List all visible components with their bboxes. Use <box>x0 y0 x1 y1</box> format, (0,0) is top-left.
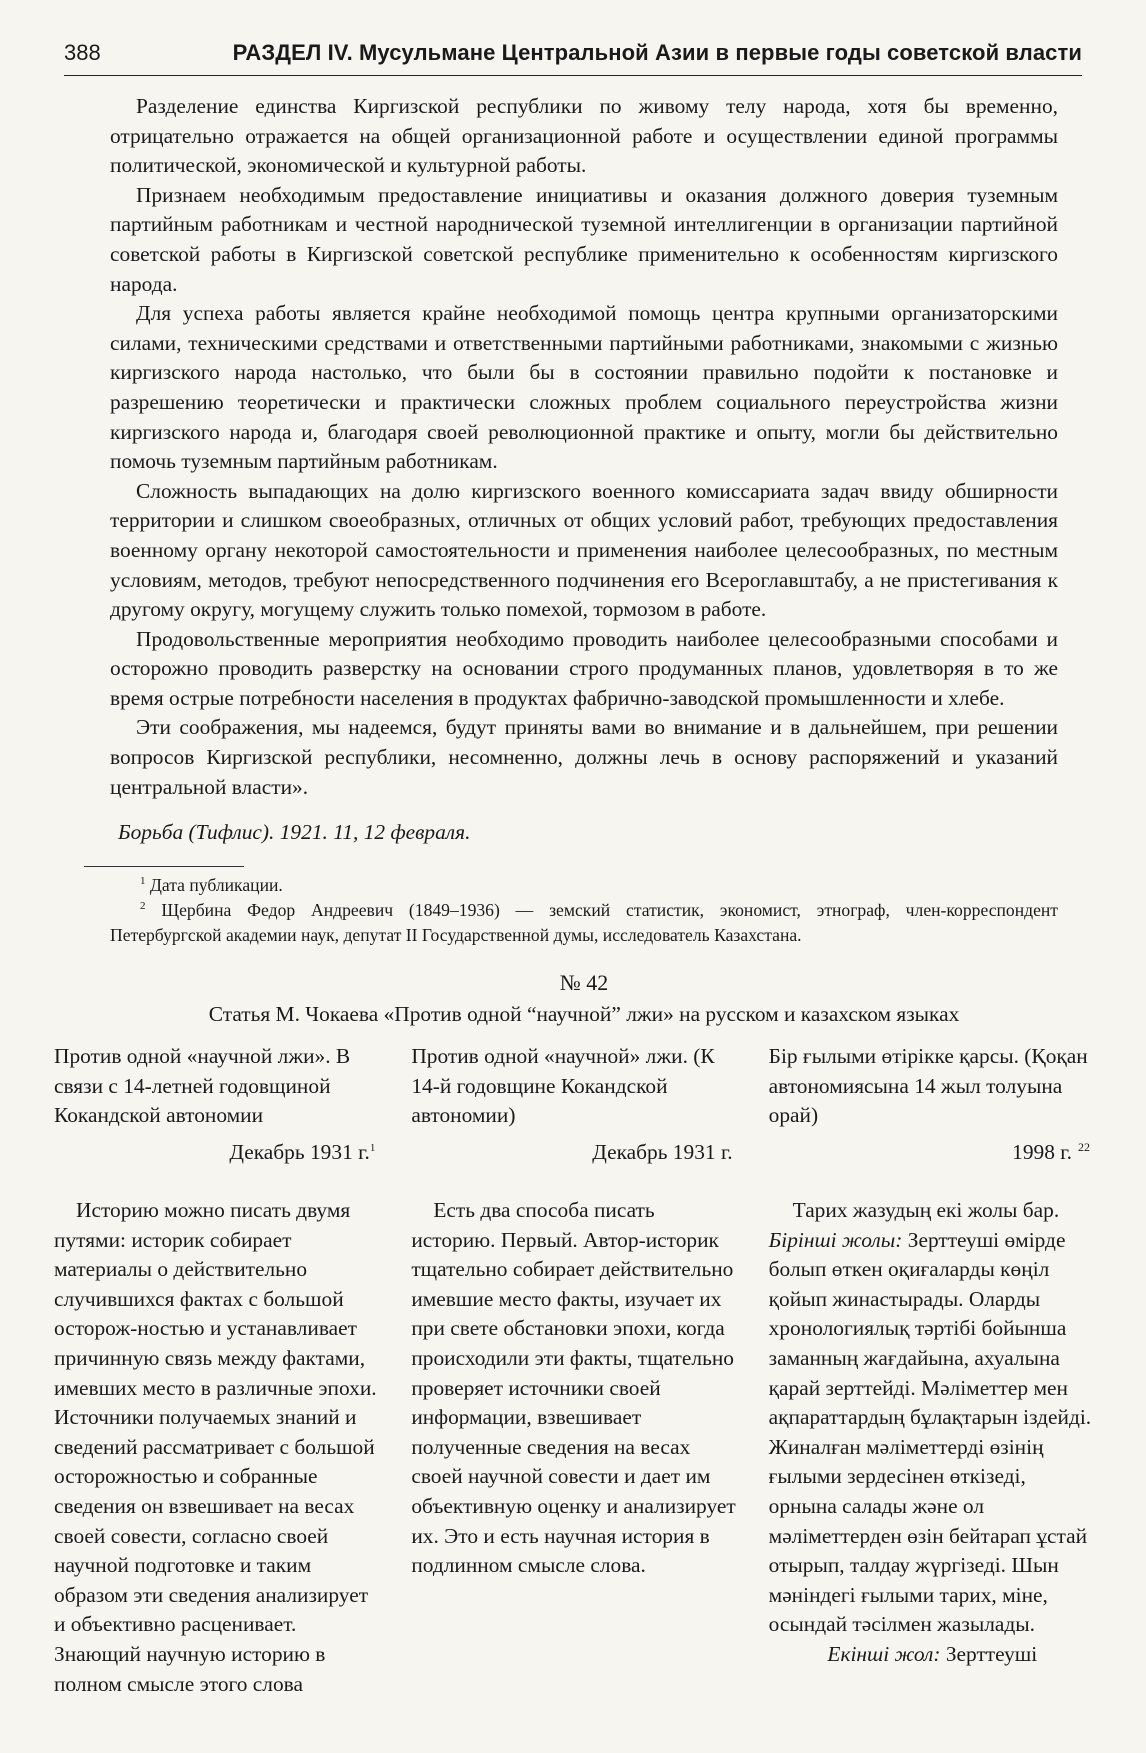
footnote-mark: 1 <box>140 874 146 887</box>
footnote-mark: 1 <box>369 1142 376 1155</box>
column-date <box>229 1138 375 1168</box>
column-russian-translation <box>411 1042 738 1699</box>
footnote <box>110 873 1058 898</box>
column-text <box>769 1196 1096 1670</box>
running-header <box>64 40 1082 74</box>
footnote <box>110 898 1058 948</box>
column-text-italic: Бірінші жолы: <box>768 1227 903 1252</box>
footnote-text: Дата публикации. <box>149 874 283 895</box>
column-text-part: Зерттеуші <box>945 1641 1038 1666</box>
column-date: Декабрь 1931 г. <box>592 1140 733 1165</box>
source-citation: Борьба (Тифлис). 1921. 11, 12 февраля. <box>118 820 471 845</box>
column-text-italic: Екінші жол: <box>827 1641 941 1666</box>
column-kazakh-1998 <box>769 1042 1096 1699</box>
main-text <box>110 92 1058 1027</box>
column-date-text: 1998 г. <box>1012 1140 1072 1165</box>
paragraph: Эти соображения, мы надеемся, будут приняты вами во внимание и в дальнейшем, при решении вопросов Киргизской республики, несомненно, должны лечь в основу распоряжений и указаний центральной власти». <box>110 715 1058 799</box>
three-column-section <box>54 1042 1096 1699</box>
document-title: Статья М. Чокаева «Против одной “научной” лжи» на русском и казахском языках <box>208 1001 960 1026</box>
document-number: № 42 <box>559 969 609 995</box>
paragraph: Признаем необходимым предоставление инициативы и оказания должного доверия туземным партийным работникам и честной народнической туземной интеллигенции в организации партийной советской работы в Киргизской советской республике применительно к особенностям киргизского народа. <box>110 182 1058 296</box>
footnote-mark: 2 <box>140 899 146 912</box>
footnote-text: Щербина Федор Андреевич (1849–1936) — земский статистик, экономист, этнограф, член-корреспондент Петербургской академии наук, депутат II Государственной думы, исследователь Казахстана. <box>110 899 1058 945</box>
paragraph: Сложность выпадающих на долю киргизского военного комиссариата задач ввиду обширности территории и слишком своеобразных, отличных от общих условий работ, требующих предоставления военному органу некоторой самостоятельности и применения наиболее целесообразных, по местным условиям, методов, требуют непосредственного подчинения его Всероглавштабу, а не пристегивания к другому округу, могущему служить только помехой, тормозом в работе. <box>110 478 1058 622</box>
column-date <box>1012 1138 1090 1168</box>
column-russian-1931 <box>54 1042 381 1699</box>
column-heading <box>411 1042 738 1174</box>
section-title: РАЗДЕЛ IV. Мусульмане Центральной Азии в первые годы советской власти <box>232 40 1082 65</box>
column-text: Есть два способа писать историю. Первый. Автор-историк тщательно собирает действительно имевшие место факты, изучает их при свете обстановки эпохи, когда происходили эти факты, тщательно проверяет источники своей информации, взвешивает полученные сведения на весах своей научной совести и дает им объективную оценку и анализирует их. Это и есть научная история в подлинном смысле слова. <box>411 1198 736 1578</box>
footnote-rule <box>84 866 244 867</box>
paragraph: Для успеха работы является крайне необходимой помощь центра крупными организаторскими силами, техническими средствами и ответственными партийными работниками, знакомыми с жизнью киргизского народа настолько, что были бы в состоянии правильно подойти к постановке и разрешению теоретически и практически сложных проблем социального переустройства жизни киргизского народа и, благодаря своей революционной практике и опыту, могли бы действительно помочь туземным партийным работникам. <box>110 301 1058 474</box>
column-heading <box>54 1042 381 1174</box>
column-text-part: Тарих жазудың екі жолы бар. <box>792 1198 1060 1222</box>
column-heading-text: Против одной «научной лжи». В связи с 14-летней годовщиной Кокандской автономии <box>54 1044 351 1128</box>
header-rule <box>64 75 1082 76</box>
column-heading-text: Против одной «научной» лжи. (К 14-й годовщине Кокандской автономии) <box>411 1044 715 1128</box>
column-date-text: Декабрь 1931 г. <box>229 1140 370 1165</box>
paragraph: Разделение единства Киргизской республики по живому телу народа, хотя бы временно, отрицательно отражается на общей организационной работе и осуществлении единой программы политической, экономической и культурной работы. <box>110 94 1058 178</box>
column-heading-text: Бір ғылыми өтірікке қарсы. (Қоқан автономиясына 14 жыл толуына орай) <box>768 1044 1088 1128</box>
column-last-line <box>769 1640 1096 1670</box>
column-text: Историю можно писать двумя путями: историк собирает материалы о действительно случившихся фактах с большой осторож-ностью и устанавливает причинную связь между фактами, имевших место в различные эпохи. Источники получаемых знаний и сведений рассматривает с большой осторожностью и собранные сведения он взвешивает на весах своей совести, согласно своей научной подготовке и таким образом эти сведения анализирует и объективно расценивает. Знающий научную историю в полном смысле этого слова <box>54 1198 377 1696</box>
column-heading <box>769 1042 1096 1174</box>
column-text-part: Зерттеуші өмірде болып өткен оқиғаларды көңіл қойып жинастырады. Оларды хронологиялық тәртібі бойынша заманның жағдайына, ахуалына қарай зерттейді. Мәліметтер мен ақпараттардың бұлақтарын іздейді. Жиналған мәліметтерді өзінің ғылыми зердесінен өткізеді, орнына салады және ол мәліметтерден өзін бейтарап ұстай отырып, талдау жүргізеді. Шын мәніндегі ғылыми тарих, міне, осындай тәсілмен жазылады. <box>768 1227 1092 1637</box>
page-number: 388 <box>64 40 101 65</box>
footnote-mark: 22 <box>1078 1140 1090 1155</box>
paragraph: Продовольственные мероприятия необходимо проводить наиболее целесообразными способами и осторожно проводить разверстку на основании строго продуманных планов, удовлетворяя в то же время острые потребности населения в продуктах фабрично-заводской промышленности и хлебе. <box>110 626 1058 710</box>
